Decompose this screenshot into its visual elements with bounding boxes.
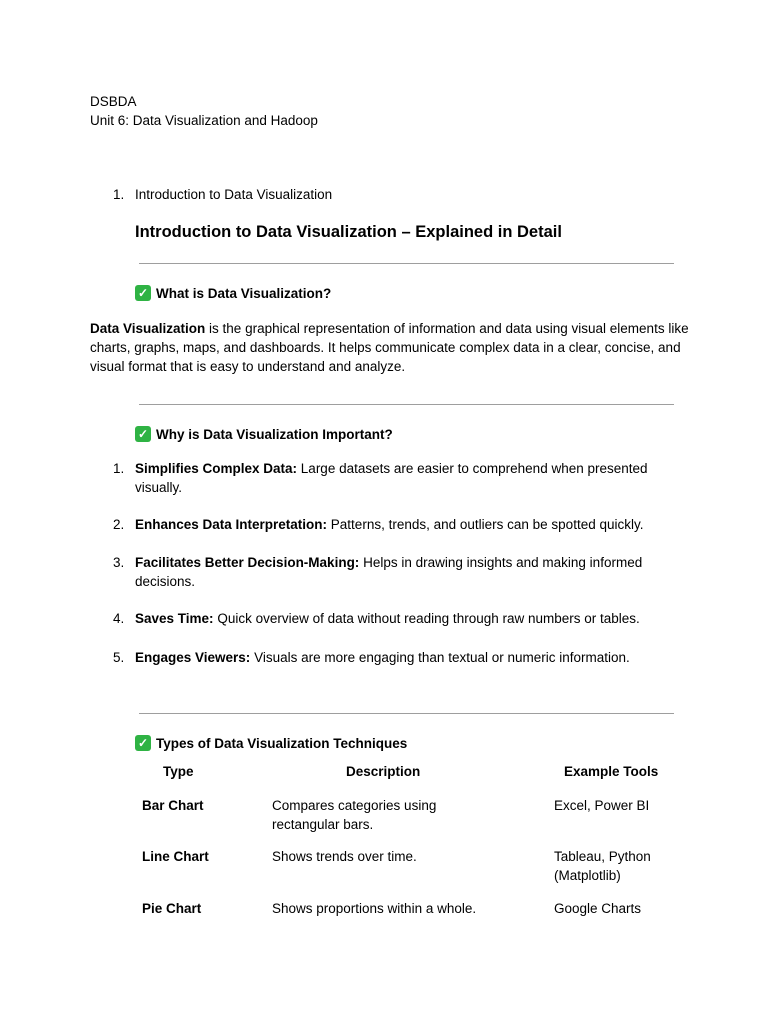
list-number: 5.	[113, 650, 125, 665]
list-term: Engages Viewers:	[135, 650, 251, 665]
divider	[139, 263, 674, 264]
list-number: 1.	[113, 461, 125, 476]
table-cell-tools: Google Charts	[554, 901, 642, 916]
list-number: 4.	[113, 611, 125, 626]
unit-title: Unit 6: Data Visualization and Hadoop	[90, 113, 318, 128]
table-cell-tools: Excel, Power BI	[554, 798, 650, 813]
table-header-description: Description	[346, 764, 421, 779]
list-item	[113, 459, 683, 497]
list-text: Quick overview of data without reading through raw numbers or tables.	[213, 611, 640, 626]
list-text: Large datasets are easier to comprehend when presented visually.	[135, 461, 648, 495]
divider	[139, 404, 674, 405]
table-cell-type: Line Chart	[142, 849, 209, 864]
list-text: Patterns, trends, and outliers can be spotted quickly.	[327, 517, 644, 532]
section-heading-text: What is Data Visualization?	[156, 285, 332, 301]
divider	[139, 713, 674, 714]
list-text: Visuals are more engaging than textual or numeric information.	[250, 650, 630, 665]
definition-paragraph	[90, 319, 690, 376]
page-title: Introduction to Data Visualization – Explained in Detail	[135, 223, 562, 241]
table-cell-type: Bar Chart	[142, 798, 204, 813]
table-cell-tools: Tableau, Python (Matplotlib)	[554, 849, 651, 883]
list-item	[113, 515, 683, 534]
table-header-type: Type	[163, 764, 194, 779]
checkmark-icon: ✓	[135, 285, 151, 301]
outline-label: Introduction to Data Visualization	[135, 187, 333, 202]
table-cell-description: Compares categories using rectangular bars.	[272, 798, 437, 832]
checkmark-icon: ✓	[135, 426, 151, 442]
definition-text: is the graphical representation of information and data using visual elements like charts, graphs, maps, and dashboards. It helps communicate complex data in a clear, concise, and visual format that is easy to understand and analyze.	[90, 321, 689, 374]
section-heading-text: Why is Data Visualization Important?	[156, 426, 393, 442]
list-item	[113, 609, 683, 628]
table-cell-description: Shows proportions within a whole.	[272, 901, 477, 916]
section-heading-what	[135, 285, 331, 301]
list-item	[113, 648, 683, 667]
list-term: Saves Time:	[135, 611, 214, 626]
table-cell-type: Pie Chart	[142, 901, 202, 916]
list-term: Simplifies Complex Data:	[135, 461, 298, 476]
section-heading-why	[135, 426, 393, 442]
list-number: 3.	[113, 555, 125, 570]
checkmark-icon: ✓	[135, 735, 151, 751]
section-heading-types	[135, 735, 407, 751]
section-heading-text: Types of Data Visualization Techniques	[156, 735, 408, 751]
table-header-tools: Example Tools	[564, 764, 659, 779]
outline-number: 1.	[113, 187, 125, 202]
table-cell-description: Shows trends over time.	[272, 849, 417, 864]
list-number: 2.	[113, 517, 125, 532]
list-term: Enhances Data Interpretation:	[135, 517, 328, 532]
list-item	[113, 553, 683, 591]
list-text: Helps in drawing insights and making informed decisions.	[135, 555, 643, 589]
definition-term: Data Visualization	[90, 321, 206, 336]
outline-item	[113, 185, 683, 204]
list-term: Facilitates Better Decision-Making:	[135, 555, 360, 570]
course-code: DSBDA	[90, 94, 137, 109]
